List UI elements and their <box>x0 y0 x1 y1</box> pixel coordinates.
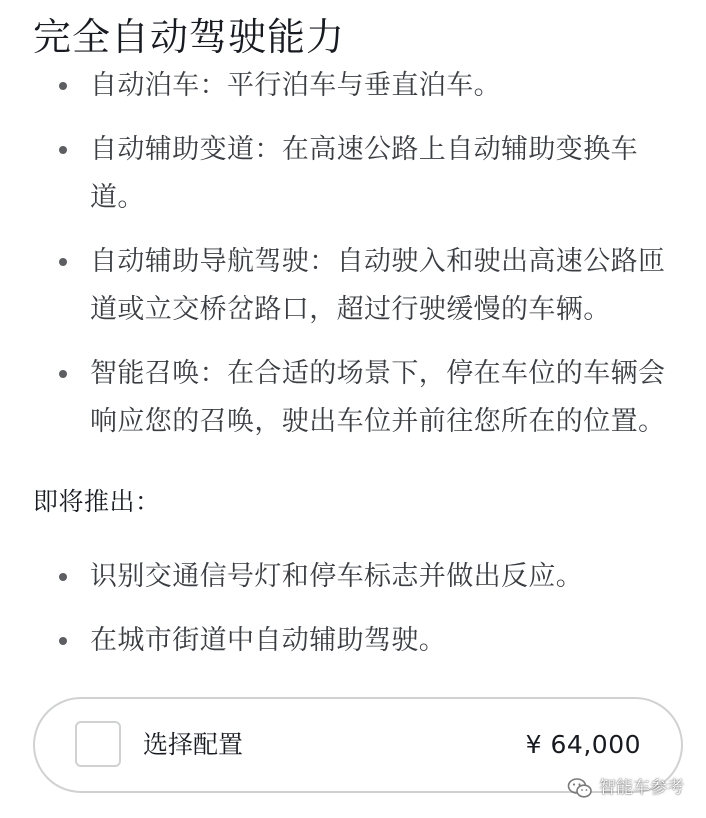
list-item <box>0 350 706 446</box>
list-item <box>0 238 706 334</box>
bullet-icon <box>59 258 67 266</box>
bullet-icon <box>59 637 67 645</box>
bullet-icon <box>59 573 67 581</box>
list-item <box>0 553 706 601</box>
list-item <box>0 62 706 110</box>
list-item-text: 智能召唤：在合适的场景下，停在车位的车辆会响应您的召唤，驶出车位并前往您所在的位置。 <box>90 358 666 437</box>
config-price: ¥ 64,000 <box>525 730 641 759</box>
config-label: 选择配置 <box>143 730 244 759</box>
config-checkbox[interactable] <box>75 721 121 767</box>
list-item <box>0 126 706 222</box>
list-item-text: 自动辅助变道：在高速公路上自动辅助变换车道。 <box>90 134 638 213</box>
list-item <box>0 617 706 665</box>
upcoming-list <box>0 553 706 681</box>
feature-list <box>0 62 706 462</box>
list-item-text: 在城市街道中自动辅助驾驶。 <box>90 625 447 656</box>
wechat-icon <box>567 777 593 799</box>
upcoming-heading: 即将推出： <box>33 487 161 516</box>
bullet-icon <box>59 370 67 378</box>
bullet-icon <box>59 146 67 154</box>
page-title: 完全自动驾驶能力 <box>33 15 346 59</box>
list-item-text: 自动泊车：平行泊车与垂直泊车。 <box>90 70 501 101</box>
watermark <box>567 774 684 802</box>
watermark-text: 智能车参考 <box>599 778 684 798</box>
list-item-text: 识别交通信号灯和停车标志并做出反应。 <box>90 561 584 592</box>
list-item-text: 自动辅助导航驾驶：自动驶入和驶出高速公路匝道或立交桥岔路口，超过行驶缓慢的车辆。 <box>90 246 666 325</box>
bullet-icon <box>59 82 67 90</box>
